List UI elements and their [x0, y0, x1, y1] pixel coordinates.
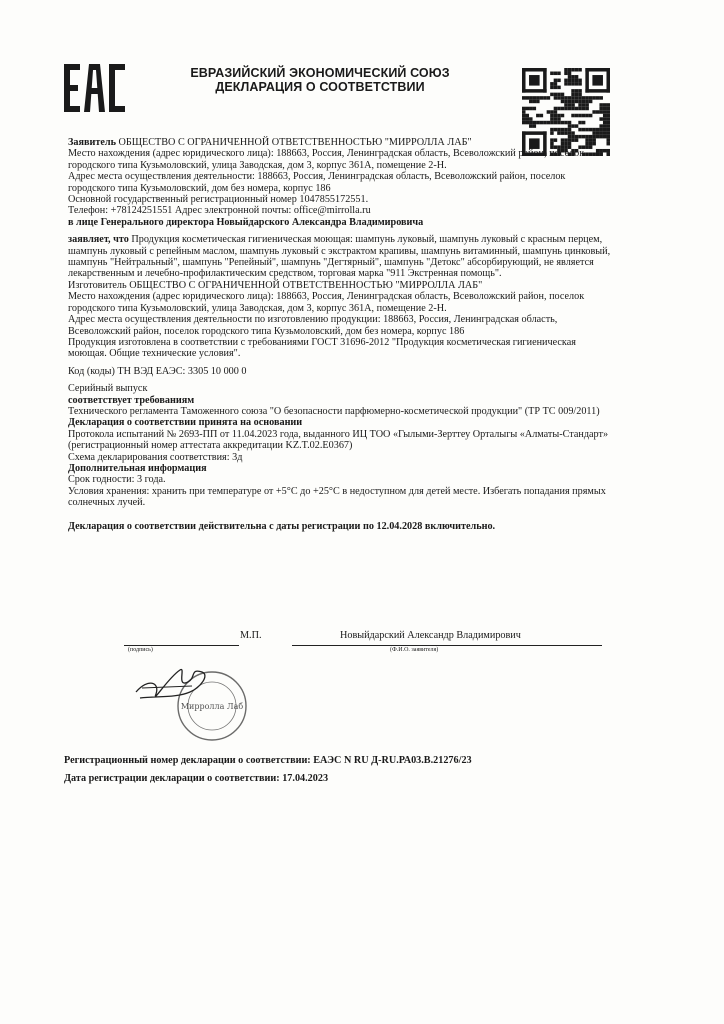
applicant-label: Заявитель [68, 137, 116, 148]
union-title: ЕВРАЗИЙСКИЙ ЭКОНОМИЧЕСКИЙ СОЮЗ [190, 66, 450, 80]
declares-label: заявляет, что [68, 234, 129, 246]
manufacturer-legal-address: Место нахождения (адрес юридического лица): 188663, Россия, Ленинградская область, Всеволожский район, поселок городского типа Кузьмоловский, улица Заводская, дом 3, корпус 361А, помещение 2-Н. [68, 291, 585, 314]
applicant-contacts: Телефон: +78124251551 Адрес электронной почты: office@mirrolla.ru [68, 205, 371, 217]
validity-statement: Декларация о соответствии действительна с даты регистрации по 12.04.2028 включительно. [68, 520, 496, 532]
shelf-life: Срок годности: 3 года. [68, 474, 166, 486]
regulation-text: Технического регламента Таможенного союза "О безопасности парфюмерно-косметической продукции" (ТР ТС 009/2011) [68, 405, 600, 417]
eac-logo [64, 64, 126, 112]
applicant-name: ОБЩЕСТВО С ОГРАНИЧЕННОЙ ОТВЕТСТВЕННОСТЬЮ "МИРРОЛЛА ЛАБ" [115, 137, 472, 148]
document-body [68, 137, 613, 532]
applicant-block [68, 137, 613, 148]
registration-date: Дата регистрации декларации о соответствии: 17.04.2023 [64, 773, 329, 784]
basis-label: Декларация о соответствии принята на основании [68, 417, 303, 429]
company-stamp-and-signature [130, 648, 250, 748]
name-caption: (Ф.И.О. заявителя) [390, 647, 439, 653]
name-line [292, 645, 602, 646]
product-description: Продукция косметическая гигиеническая моющая: шампунь луковый, шампунь луковый с красным перцем, шампунь луковый с репейным маслом, шампунь луковый с экстрактом крапивы, шампунь витаминный, шампунь цинковый, шампунь "Нейтральный", шампунь "Репейный", шампунь "Дегтярный", шампунь "Детокс" абсорбирующий, не является лекарственным и лечебно-профилактическим средством, торговая марка "911 Экстренная помощь". [68, 234, 611, 280]
complies-label: соответствует требованиям [68, 394, 195, 406]
seal-place-label: М.П. [240, 630, 262, 641]
declaration-title: ДЕКЛАРАЦИЯ О СООТВЕТСТВИИ [215, 80, 425, 94]
release-type: Серийный выпуск [68, 383, 148, 395]
declaration-block [68, 234, 613, 280]
applicant-ogrn: Основной государственный регистрационный номер 1047855172551. [68, 194, 369, 206]
manufacturer-standard: Продукция изготовлена в соответствии с требованиями ГОСТ 31696-2012 "Продукция косметическая гигиеническая моющая. Общие технические условия". [68, 336, 576, 360]
applicant-representative: в лице Генерального директора Новыйдарского Александра Владимировича [68, 216, 424, 228]
additional-info-label: Дополнительная информация [68, 462, 207, 474]
registration-footer [64, 752, 624, 788]
declaration-scheme: Схема декларирования соответствия: 3д [68, 451, 243, 463]
registration-number: Регистрационный номер декларации о соответствии: ЕАЭС N RU Д-RU.РА03.В.21276/23 [64, 755, 472, 766]
manufacturer-production-address: Адрес места осуществления деятельности по изготовлению продукции: 188663, Россия, Ленинградская область, Всеволожский район, поселок городского типа Кузьмоловский, дом без номера, корпус 186 [68, 314, 558, 337]
signature-line [124, 645, 239, 646]
document-header [160, 66, 480, 94]
manufacturer-name: Изготовитель ОБЩЕСТВО С ОГРАНИЧЕННОЙ ОТВЕТСТВЕННОСТЬЮ "МИРРОЛЛА ЛАБ" [68, 279, 483, 291]
applicant-activity-address: Адрес места осуществления деятельности: 188663, Россия, Ленинградская область, Всеволожский район, поселок городского типа Кузьмоловский, дом без номера, корпус 186 [68, 171, 566, 194]
basis-text: Протокола испытаний № 2693-ПП от 11.04.2023 года, выданного ИЦ ТОО «Гылыми-Зерттеу Орталыгы «Алматы-Стандарт» (регистрационный номер аттестата аккредитации KZ.T.02.E0367) [68, 428, 609, 452]
storage-conditions: Условия хранения: хранить при температуре от +5°С до +25°С в недоступном для детей месте. Избегать попадания прямых солнечных лучей. [68, 485, 606, 509]
signature-caption: (подпись) [128, 647, 153, 653]
signature-row [68, 630, 608, 653]
tn-ved-code: Код (коды) ТН ВЭД ЕАЭС: 3305 10 000 0 [68, 365, 247, 377]
applicant-legal-address: Место нахождения (адрес юридического лица): 188663, Россия, Ленинградская область, Всеволожский район, поселок городского типа Кузьмоловский, улица Заводская, дом 3, корпус 361А, помещение 2-Н. [68, 148, 585, 171]
signer-name: Новыйдарский Александр Владимирович [340, 630, 521, 641]
svg-text:Мирролла Лаб: Мирролла Лаб [180, 702, 244, 711]
